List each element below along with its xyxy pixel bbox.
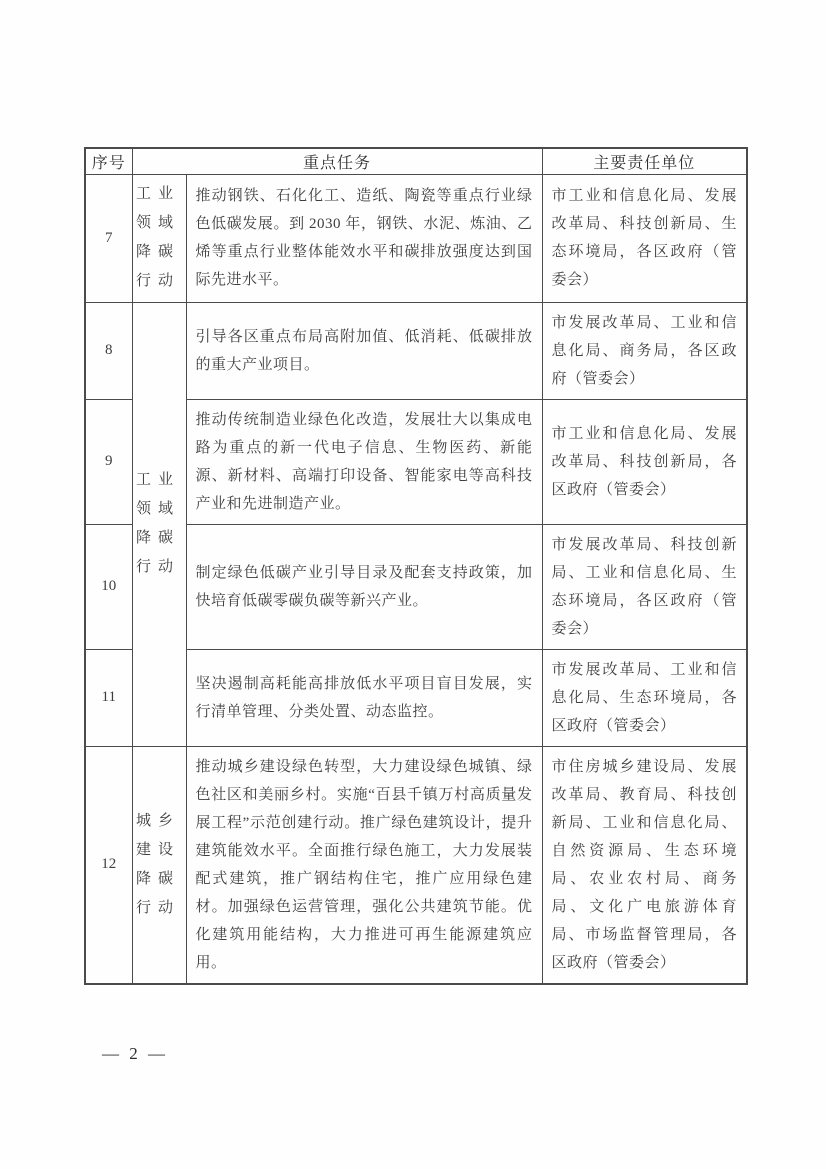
category-cell-merged <box>132 302 186 746</box>
units-cell: 市发展改革局、工业和信息化局、生态环境局，各区政府（管委会） <box>542 649 747 746</box>
task-cell: 推动城乡建设绿色转型，大力建设绿色城镇、绿色社区和美丽乡村。实施“百县千镇万村高质量发展工程”示范创建行动。推广绿色建筑设计，提升建筑能效水平。全面推行绿色施工，大力发展装配式建筑，推广钢结构住宅，推广应用绿色建材。加强绿色运营管理，强化公共建筑节能。优化建筑用能结构，大力推进可再生能源建筑应用。 <box>186 746 542 984</box>
task-cell: 坚决遏制高耗能高排放低水平项目盲目发展，实行清单管理、分类处置、动态监控。 <box>186 649 542 746</box>
task-cell: 引导各区重点布局高附加值、低消耗、低碳排放的重大产业项目。 <box>186 302 542 399</box>
task-cell: 推动钢铁、石化化工、造纸、陶瓷等重点行业绿色低碳发展。到 2030 年，钢铁、水泥、炼油、乙烯等重点行业整体能效水平和碳排放强度达到国际先进水平。 <box>186 174 542 302</box>
units-cell: 市发展改革局、工业和信息化局、商务局，各区政府（管委会） <box>542 302 747 399</box>
table-row <box>85 302 747 399</box>
page-number: — 2 — <box>102 1044 168 1063</box>
units-cell: 市发展改革局、科技创新局、工业和信息化局、生态环境局，各区政府（管委会） <box>542 524 747 649</box>
table-row <box>85 174 747 302</box>
header-key-tasks: 重点任务 <box>132 148 542 174</box>
units-cell: 市工业和信息化局、发展改革局、科技创新局、生态环境局，各区政府（管委会） <box>542 174 747 302</box>
task-cell: 推动传统制造业绿色化改造，发展壮大以集成电路为重点的新一代电子信息、生物医药、新能源、新材料、高端打印设备、智能家电等高科技产业和先进制造产业。 <box>186 399 542 524</box>
category-label: 城乡建设降碳行动 <box>136 812 181 916</box>
header-serial-number: 序号 <box>85 148 132 174</box>
category-cell <box>132 746 186 984</box>
category-label: 工业领域降碳行动 <box>136 186 181 289</box>
table-header-row <box>85 148 747 174</box>
task-table-container <box>84 147 748 985</box>
serial-number-cell: 12 <box>85 746 132 984</box>
serial-number-cell: 10 <box>85 524 132 649</box>
key-tasks-table <box>84 147 748 985</box>
table-row <box>85 746 747 984</box>
serial-number-cell: 7 <box>85 174 132 302</box>
task-cell: 制定绿色低碳产业引导目录及配套支持政策，加快培育低碳零碳负碳等新兴产业。 <box>186 524 542 649</box>
units-cell: 市住房城乡建设局、发展改革局、教育局、科技创新局、工业和信息化局、自然资源局、生态环境局、农业农村局、商务局、文化广电旅游体育局、市场监督管理局，各区政府（管委会） <box>542 746 747 984</box>
serial-number-cell: 11 <box>85 649 132 746</box>
category-label: 工业领域降碳行动 <box>136 472 181 575</box>
header-responsible-units: 主要责任单位 <box>542 148 747 174</box>
category-cell <box>132 174 186 302</box>
serial-number-cell: 8 <box>85 302 132 399</box>
units-cell: 市工业和信息化局、发展改革局、科技创新局，各区政府（管委会） <box>542 399 747 524</box>
serial-number-cell: 9 <box>85 399 132 524</box>
